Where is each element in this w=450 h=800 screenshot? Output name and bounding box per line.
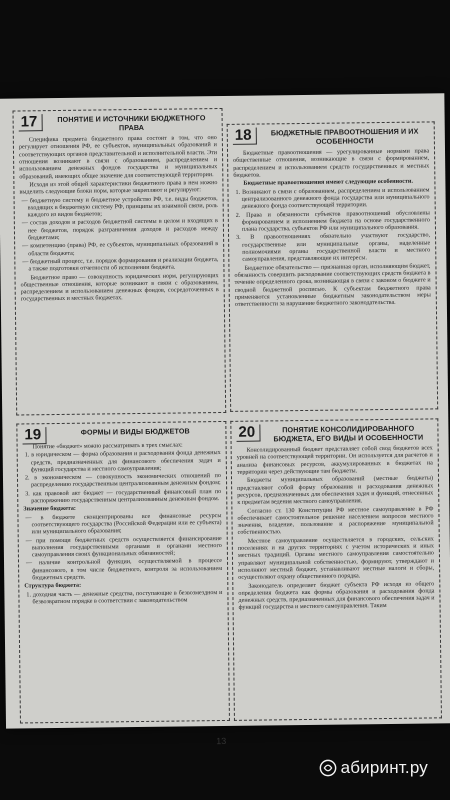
list-item: 3. В правоотношениях обязательно участвуют государство, государственные или муниципальные органы, наделенные полномочиями органы государственной власти и местного самоуправления, представляющие их интересы. [236,232,431,264]
card-number: 18 [233,128,257,145]
list-item: — при помощи бюджетных средств осуществляется финансирование выполнения государственными органами и органами местного самоуправления своих функциональных обязанностей; [25,535,222,559]
definition-paragraph: Бюджеты муниципальных образований (местные бюджеты) представляют собой форму образования и расходования денежных ресурсов, предназначенных для обеспечения задач и функций, отнесенных к предметам ведения местного самоуправления. [237,475,434,507]
labirint-logo-icon [319,759,337,777]
paragraph: Специфика предмета бюджетного права состоит в том, что оно регулирует отношения РФ, ее субъектов, муниципальных образований и соответствующих органов представительной и исполнительной власти. Эти отношения возникают в связи с образованием, распределением и использованием денежных фондов государства и муниципальных образований, имеющих общее значение для соответствующей территории. [18,135,218,181]
definition-paragraph: Бюджетное обязательство — признанная орган, исполняющим бюджет, обязанность совершить расходование соответствующих средств бюджета в течение определенного срока, возникающая в связи с законом о бюджете и сводной бюджетной росписью. К субъектам бюджетного права применяются установленные бюджетным законодательством меры ответственности за нарушение бюджетного законодательства. [234,263,431,308]
paragraph: Бюджетные правоотношения имеют следующие особенности. [243,179,413,188]
definition-paragraph: Консолидированный бюджет представляет собой свод бюджетов всех уровней на соответствующей территории. Он используется для расчетов и анализа финансовых ресурсов, аккумулированных в бюджетах на территории через действующие там бюджеты. [236,445,433,476]
card-title: ПОНЯТИЕ КОНСОЛИДИРОВАННОГО БЮДЖЕТА, ЕГО ВИДЫ И ОСОБЕННОСТИ [273,423,424,443]
list-item: 2. Права и обязанности субъектов правоотношений обусловлены формированием и исполнением бюджета на основе государственного плана государства, субъектов РФ или муниципального образования. [235,210,430,233]
list-item: — бюджетный процесс, т.е. порядок формирования и реализации бюджета, а также подготовки отчетности об исполнении бюджета. [22,256,219,273]
paragraph: Местное самоуправление осуществляется в городских, сельских поселениях и на других территориях с учетом исторических и иных местных традиций. Органы местного самоуправления самостоятельно управляют муниципальной собственностью, формируют, утверждают и исполняют местный бюджет, устанавливают местные налоги и сборы, осуществляют охрану общественного порядка. [237,536,435,582]
subheading: Значение бюджета: [23,506,76,513]
card-20 [230,418,442,721]
definition-paragraph: Бюджетные правоотношения — урегулированные нормами права общественные отношения, возникающие в связи с формированием, распределением и использованием средств государственных и местных бюджетов. [233,148,430,179]
paragraph: Понятие «бюджет» можно рассматривать в трех смыслах: [32,442,183,451]
card-18 [227,121,439,412]
list-item: — бюджетную систему и бюджетное устройство РФ, т.е. виды бюджетов, входящих в бюджетную систему РФ, принципы их взаимной связи, роль каждого из видов бюджетов; [21,195,218,219]
list-item: 1. в юридическом — форма образования и расходования фонда денежных средств, предназначенных для финансового обеспечения задач и функций государства и местного самоуправления; [24,450,221,474]
subheading: Структура бюджета: [24,583,82,590]
list-item: 1. Возникают в связи с образованием, распределением и использованием централизованного денежного фонда государства или муниципального денежного фонда соответствующей территории. [235,187,430,211]
definition-paragraph: Бюджетное право — совокупность юридических норм, регулирующих общественные отношения, которые возникают в связи с образованием, распределением и использованием денежных фондов, сосредоточенных в государственных и местных бюджетах. [20,272,219,303]
list-item: 3. как правовой акт бюджет — государственный финансовый план по распоряжению государственным централизованным денежным фондом. [25,488,222,505]
list-item: — компетенцию (права) РФ, ее субъектов, муниципальных образований в области бюджета; [22,241,219,257]
card-number: 17 [19,114,43,131]
list-item: — в бюджете сконцентрированы все финансовые ресурсы соответствующего государства (Российской Федерации или ее субъекта) или муниципального образования; [25,512,222,536]
book-page [0,93,450,747]
paragraph: Согласно ст. 130 Конституции РФ местное самоуправление в РФ обеспечивает самостоятельное решение населением вопросов местного значения, владение, пользование и распоряжение муниципальной собственностью. [237,505,434,537]
paragraph: Законодатель определяет бюджет субъекта РФ исходя из общего определения бюджета как формы образования и расходования фонда денежных средств, предназначенных для финансового обеспечения задач и функций государства и местного самоуправления. Таким [238,580,435,612]
card-number: 20 [236,425,260,442]
card-title: ПОНЯТИЕ И ИСТОЧНИКИ БЮДЖЕТНОГО ПРАВА [57,113,206,132]
card-17 [12,108,226,416]
watermark-text: абиринт.ру [340,758,428,777]
list-item: — состав доходов и расходов бюджетной системы в целом и входящих в нее бюджетов, порядок разграничения доходов и расходов между бюджетами; [21,218,218,242]
card-title: ФОРМЫ И ВИДЫ БЮДЖЕТОВ [80,426,190,437]
page-number: 13 [216,735,227,747]
paragraph: Исходя из этой общей характеристики бюджетного права в нем можно выделить следующие блоки норм, которые закрепляют и регулируют: [19,180,218,196]
list-item: 2. в экономическом — совокупность экономических отношений по распределению государственным централизованным денежным фондом; [24,473,222,489]
card-19 [16,421,230,724]
card-title: БЮДЖЕТНЫЕ ПРАВООТНОШЕНИЯ И ИХ ОСОБЕННОСТИ [270,126,419,146]
list-item: 1. доходная часть — денежные средства, поступающие в безвозмездном и безвозвратном порядке в соответствии с законодательством [26,589,223,606]
watermark [319,758,428,778]
card-number: 19 [22,427,46,444]
list-item: — наличие контрольной функции, осуществляемой в процессе финансового, в том числе бюджетного, контроля за использованием бюджетных средств. [25,558,223,582]
